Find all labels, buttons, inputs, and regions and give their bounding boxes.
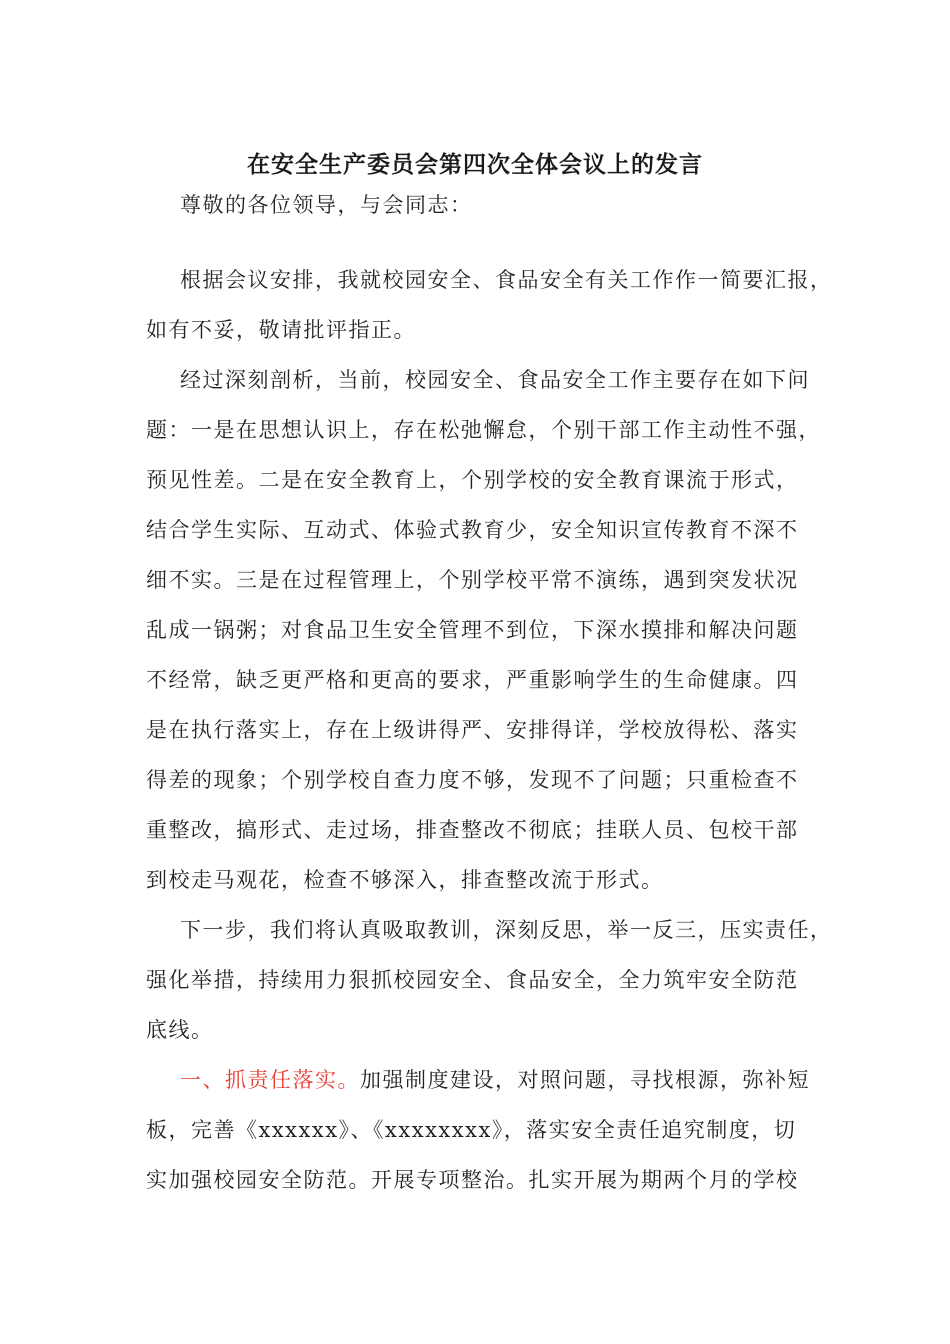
paragraph-line: 根据会议安排，我就校园安全、食品安全有关工作作一简要汇报， bbox=[180, 268, 833, 292]
paragraph-line: 到校走马观花，检查不够深入，排查整改流于形式。 bbox=[146, 868, 664, 892]
paragraph-line: 底线。 bbox=[146, 1018, 214, 1042]
paragraph-line: 板，完善《xxxxxx》、《xxxxxxxx》，落实安全责任追究制度，切 bbox=[146, 1118, 797, 1142]
paragraph-line: 结合学生实际、互动式、体验式教育少，安全知识宣传教育不深不 bbox=[146, 518, 799, 542]
paragraph-line: 实加强校园安全防范。开展专项整治。扎实开展为期两个月的学校 bbox=[146, 1168, 799, 1192]
section-heading: 一、抓责任落实。 bbox=[180, 1068, 360, 1092]
paragraph-line: 不经常，缺乏更严格和更高的要求，严重影响学生的生命健康。四 bbox=[146, 668, 799, 692]
paragraph-line: 预见性差。二是在安全教育上，个别学校的安全教育课流于形式， bbox=[146, 468, 799, 492]
paragraph-line: 重整改，搞形式、走过场，排查整改不彻底；挂联人员、包校干部 bbox=[146, 818, 799, 842]
paragraph-line: 经过深刻剖析，当前，校园安全、食品安全工作主要存在如下问 bbox=[180, 368, 810, 392]
paragraph-line: 强化举措，持续用力狠抓校园安全、食品安全，全力筑牢安全防范 bbox=[146, 968, 799, 992]
section-text: 加强制度建设，对照问题，寻找根源，弥补短 bbox=[360, 1068, 810, 1092]
salutation: 尊敬的各位领导，与会同志： bbox=[180, 193, 473, 217]
paragraph-line: 是在执行落实上，存在上级讲得严、安排得详，学校放得松、落实 bbox=[146, 718, 799, 742]
page-title: 在安全生产委员会第四次全体会议上的发言 bbox=[247, 151, 703, 178]
paragraph-line: 得差的现象；个别学校自查力度不够，发现不了问题；只重检查不 bbox=[146, 768, 799, 792]
paragraph-line: 细不实。三是在过程管理上，个别学校平常不演练，遇到突发状况 bbox=[146, 568, 799, 592]
paragraph-line: 如有不妥，敬请批评指正。 bbox=[146, 318, 416, 342]
paragraph-line: 下一步，我们将认真吸取教训，深刻反思，举一反三，压实责任， bbox=[180, 918, 833, 942]
section-first-line bbox=[180, 1066, 810, 1094]
paragraph-line: 题：一是在思想认识上，存在松弛懈怠，个别干部工作主动性不强， bbox=[146, 418, 821, 442]
paragraph-line: 乱成一锅粥；对食品卫生安全管理不到位，下深水摸排和解决问题 bbox=[146, 618, 799, 642]
